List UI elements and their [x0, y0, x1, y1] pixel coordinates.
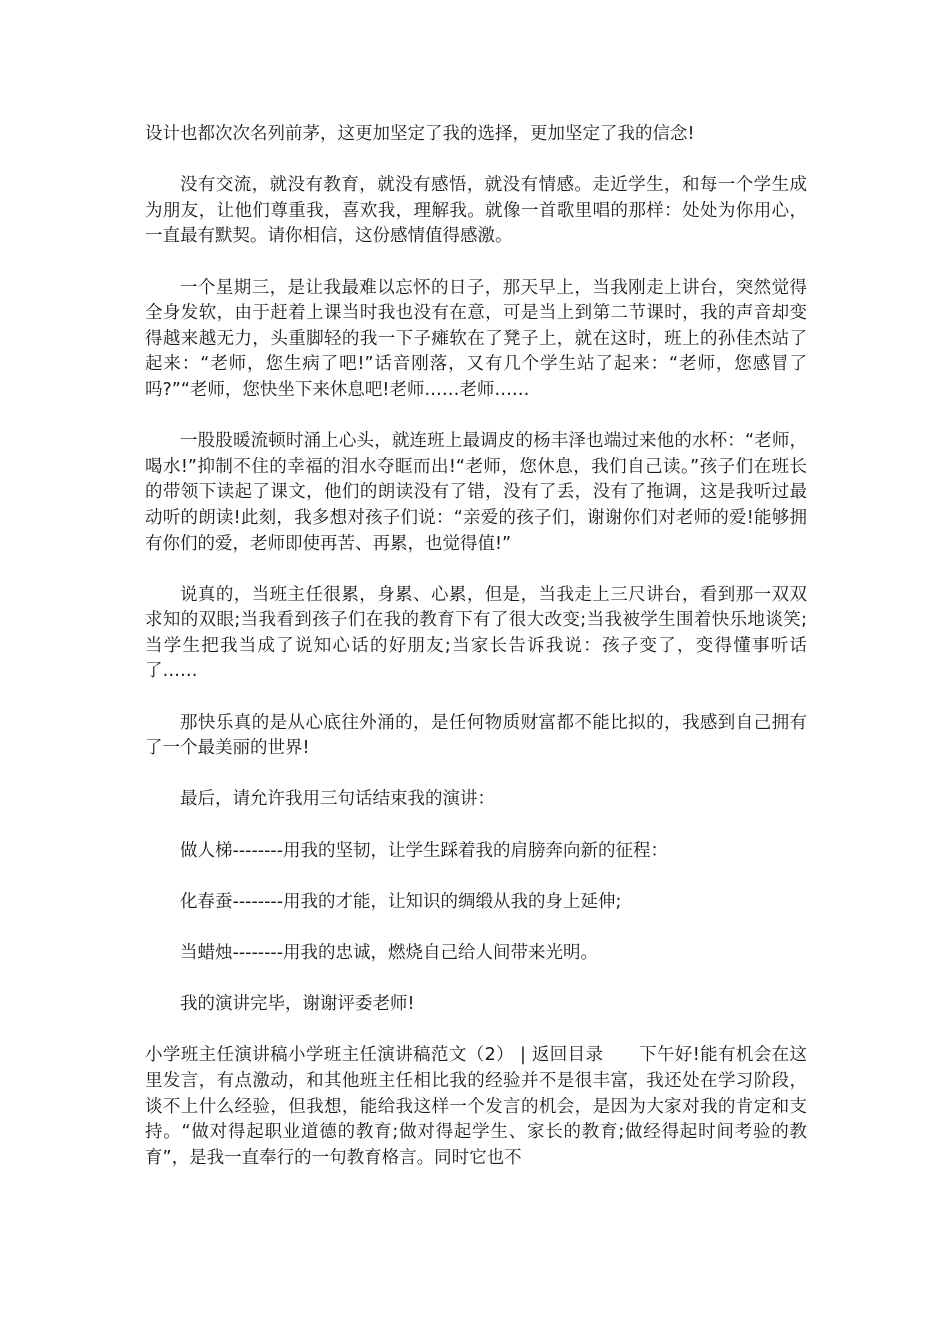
paragraph-12: 小学班主任演讲稿小学班主任演讲稿范文（2） | 返回目录 下午好!能有机会在这里发言，有点激动，和其他班主任相比我的经验并不是很丰富，我还处在学习阶段，谈不上什么经验，但我想，能给我这样一个发言的机会，是因为大家对我的肯定和支持。“做对得起职业道德的教育;做对得起学生、家长的教育;做经得起时间考验的教育”，是我一直奉行的一句教育格言。同时它也不 — [145, 1045, 807, 1168]
paragraph-5: 说真的，当班主任很累，身累、心累，但是，当我走上三尺讲台，看到那一双双求知的双眼;当我看到孩子们在我的教育下有了很大改变;当我被学生围着快乐地谈笑;当学生把我当成了说知心话的好朋友;当家长告诉我说：孩子变了，变得懂事听话了…… — [145, 584, 807, 682]
paragraph-10: 当蜡烛--------用我的忠诚，燃烧自己给人间带来光明。 — [180, 943, 599, 963]
paragraph-1: 设计也都次次名列前茅，这更加坚定了我的选择，更加坚定了我的信念! — [145, 124, 695, 144]
paragraph-4: 一股股暖流顿时涌上心头，就连班上最调皮的杨丰泽也端过来他的水杯：“老师，喝水!”抑制不住的幸福的泪水夺眶而出!“老师，您休息，我们自己读。”孩子们在班长的带领下读起了课文，他们的朗读没有了错，没有了丢，没有了拖调，这是我听过最动听的朗读!此刻，我多想对孩子们说：“亲爱的孩子们，谢谢你们对老师的爱!能够拥有你们的爱，老师即使再苦、再累，也觉得值!” — [145, 431, 807, 554]
paragraph-2: 没有交流，就没有教育，就没有感悟，就没有情感。走近学生，和每一个学生成为朋友，让他们尊重我，喜欢我，理解我。就像一首歌里唱的那样：处处为你用心，一直最有默契。请你相信，这份感情值得感激。 — [145, 175, 807, 247]
paragraph-3: 一个星期三，是让我最难以忘怀的日子，那天早上，当我刚走上讲台，突然觉得全身发软，由于赶着上课当时我也没有在意，可是当上到第二节课时，我的声音却变得越来越无力，头重脚轻的我一下子瘫软在了凳子上，就在这时，班上的孙佳杰站了起来：“老师，您生病了吧!”话音刚落，又有几个学生站了起来：“老师，您感冒了吗?”“老师，您快坐下来休息吧!老师……老师…… — [145, 277, 807, 400]
paragraph-8: 做人梯--------用我的坚韧，让学生踩着我的肩膀奔向新的征程： — [180, 840, 669, 861]
paragraph-9: 化春蚕--------用我的才能，让知识的绸缎从我的身上延伸; — [180, 891, 622, 912]
paragraph-6: 那快乐真的是从心底往外涌的，是任何物质财富都不能比拟的，我感到自己拥有了一个最美丽的世界! — [145, 712, 807, 759]
document-body — [145, 122, 807, 1171]
paragraph-7: 最后，请允许我用三句话结束我的演讲： — [180, 789, 495, 810]
paragraph-11: 我的演讲完毕，谢谢评委老师! — [180, 994, 415, 1015]
